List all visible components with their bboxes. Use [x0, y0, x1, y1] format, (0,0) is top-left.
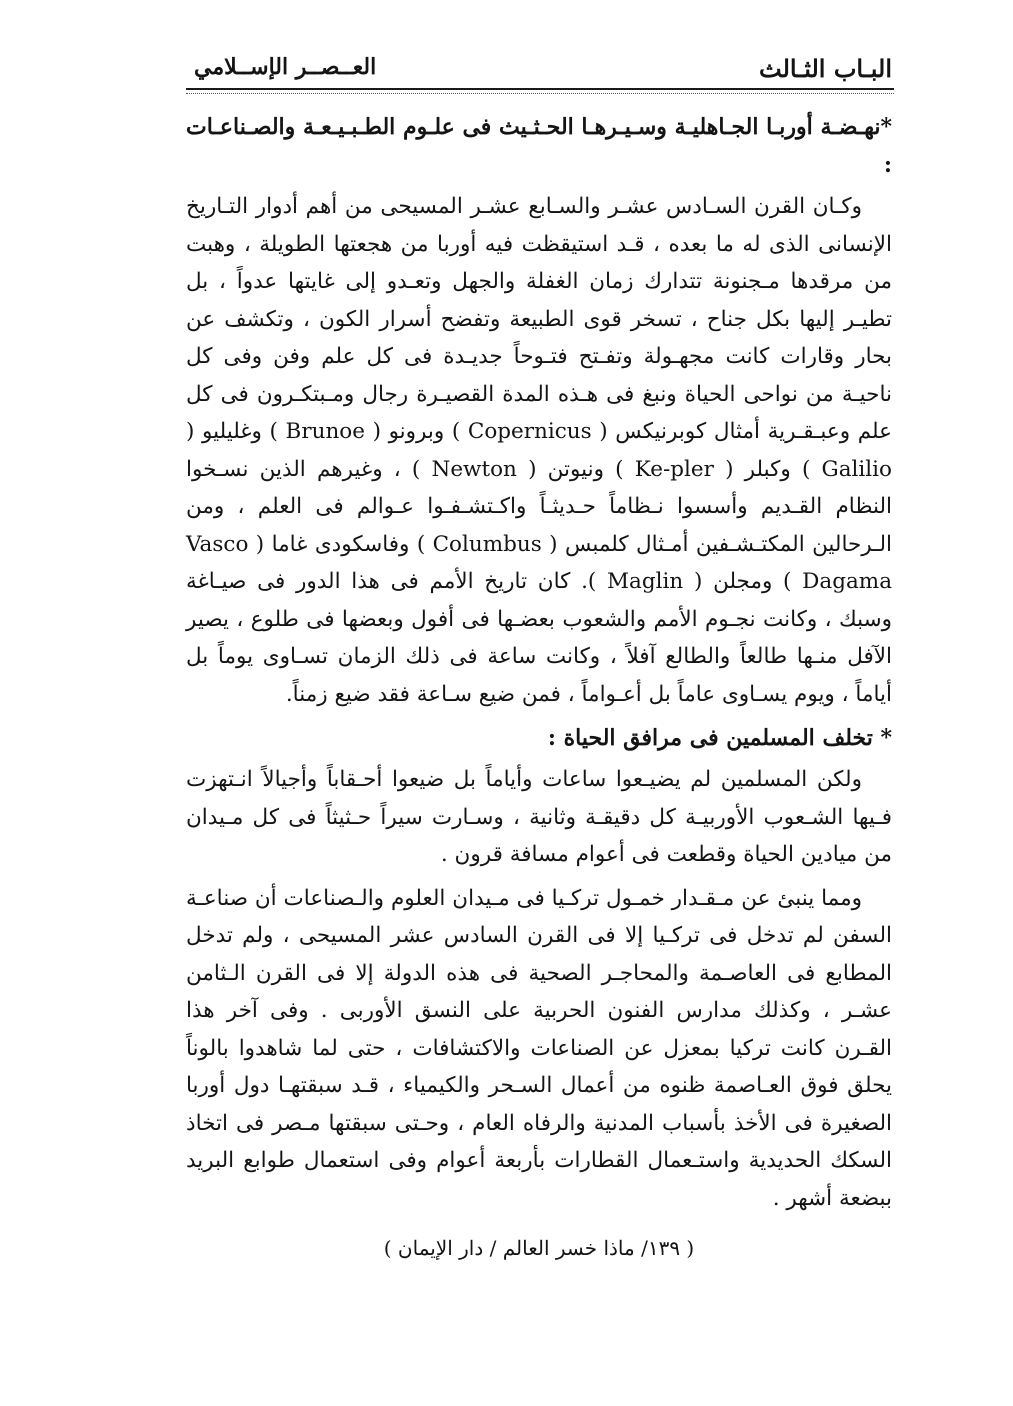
page-body	[186, 108, 892, 1223]
header-divider	[186, 88, 894, 90]
section-muslims-decline	[186, 719, 892, 1217]
section-heading: *نهـضـة أوربـا الجـاهليـة وسـيـرهـا الحـثـيث فى علـوم الطـبـيـعـة والصـناعـات :	[186, 114, 892, 178]
page-header	[186, 50, 894, 90]
header-dotted-divider	[186, 93, 894, 94]
era-title: العــصــر الإســلامي	[194, 54, 377, 80]
chapter-title: البـاب الثـالث	[759, 54, 892, 83]
paragraph: وكـان القرن السـادس عشـر والسـابع عشـر المسيحى من أهم أدوار التـاريخ الإنسانى الذى له ما بعده ، قـد استيقظت فيه أوربا من هجعتها الطويلة ، وهبت من مرقدها مـجنونة تتدارك زمان الغفلة والجهل وتعـدو إلى غايتها عدواً ، بل تطيـر إليها بكل جناح ، تسخر قوى الطبيعة وتفضح أسرار الكون ، وتكشف عن بحار وقارات كانت مجهـولة وتفـتح فتـوحاً جديـدة فى كل علم وفن وفى كل ناحيـة من نواحى الحياة ونبغ فى هـذه المدة القصيـرة رجال ومـبتكـرون فى كل علم وعبـقـرية أمثال كوبرنيكس ( Copernicus ) وبرونو ( Brunoe ) وغليليو ( Galilio ) وكبلر ( Ke-pler ) ونيوتن ( Newton ) ، وغيرهم الذين نسـخوا النظام القـديم وأسسوا نـظاماً حـديثـاً واكـتشـفـوا عـوالم فى العلم ، ومن الـرحالين المكتـشـفين أمـثال كلمبس ( Columbus ) وفاسكودى غاما ( Vasco Dagama ) ومجلن ( Maglin ). كان تاريخ الأمم فى هذا الدور فى صيـاغة وسبك ، وكانت نجـوم الأمم والشعوب بعضـها فى أفول وبعضها فى طلوع ، يصير الآفل منـها طالعاً والطالع آفلاً ، وكانت ساعة فى ذلك الزمان تسـاوى يوماً بل أياماً ، ويوم يسـاوى عاماً بل أعـواماً ، فمن ضيع سـاعة فقد ضيع زمناً.	[186, 194, 893, 707]
page-footer: ( ١٣٩/ ماذا خسر العالم / دار الإيمان )	[383, 1236, 695, 1260]
paragraph: ومما ينبئ عن مـقـدار خمـول تركـيا فى مـيدان العلوم والـصناعات أن صناعـة السفن لم تدخل فى تركـيا إلا فى القرن السادس عشر المسيحى ، ولم تدخل المطابع فى العاصـمة والمحاجـر الصحية فى هذه الدولة إلا فى القرن الـثامن عشـر ، وكذلك مدارس الفنون الحربية على النسق الأوربى . وفى آخر هذا القـرن كانت تركيا بمعزل عن الصناعات والاكتشافات ، حتى لما شاهدوا بالوناً يحلق فوق العـاصمة ظنوه من أعمال السـحر والكيمياء ، قـد سبقتهـا دول أوربا الصغيرة فى الأخذ بأسباب المدنية والرفاه العام ، وحـتى سبقتها مـصر فى اتخاذ السكك الحديدية واستـعمال القطارات بأربعة أعوام وفى استعمال طوابع البريد ببضعة أشهر .	[186, 885, 892, 1211]
section-europe-renaissance	[186, 108, 892, 713]
paragraph: ولكن المسلمين لم يضيـعوا ساعات وأياماً بل ضيعوا أحـقاباً وأجيالاً انـتهزت فـيها الشـعوب الأوربيـة كل دقيقـة وثانية ، وسـارت سيراً حـثيثاً فى كل مـيدان من ميادين الحياة وقطعت فى أعوام مسافة قرون .	[186, 767, 892, 867]
section-heading: * تخلف المسلمين فى مرافق الحياة :	[547, 725, 892, 751]
